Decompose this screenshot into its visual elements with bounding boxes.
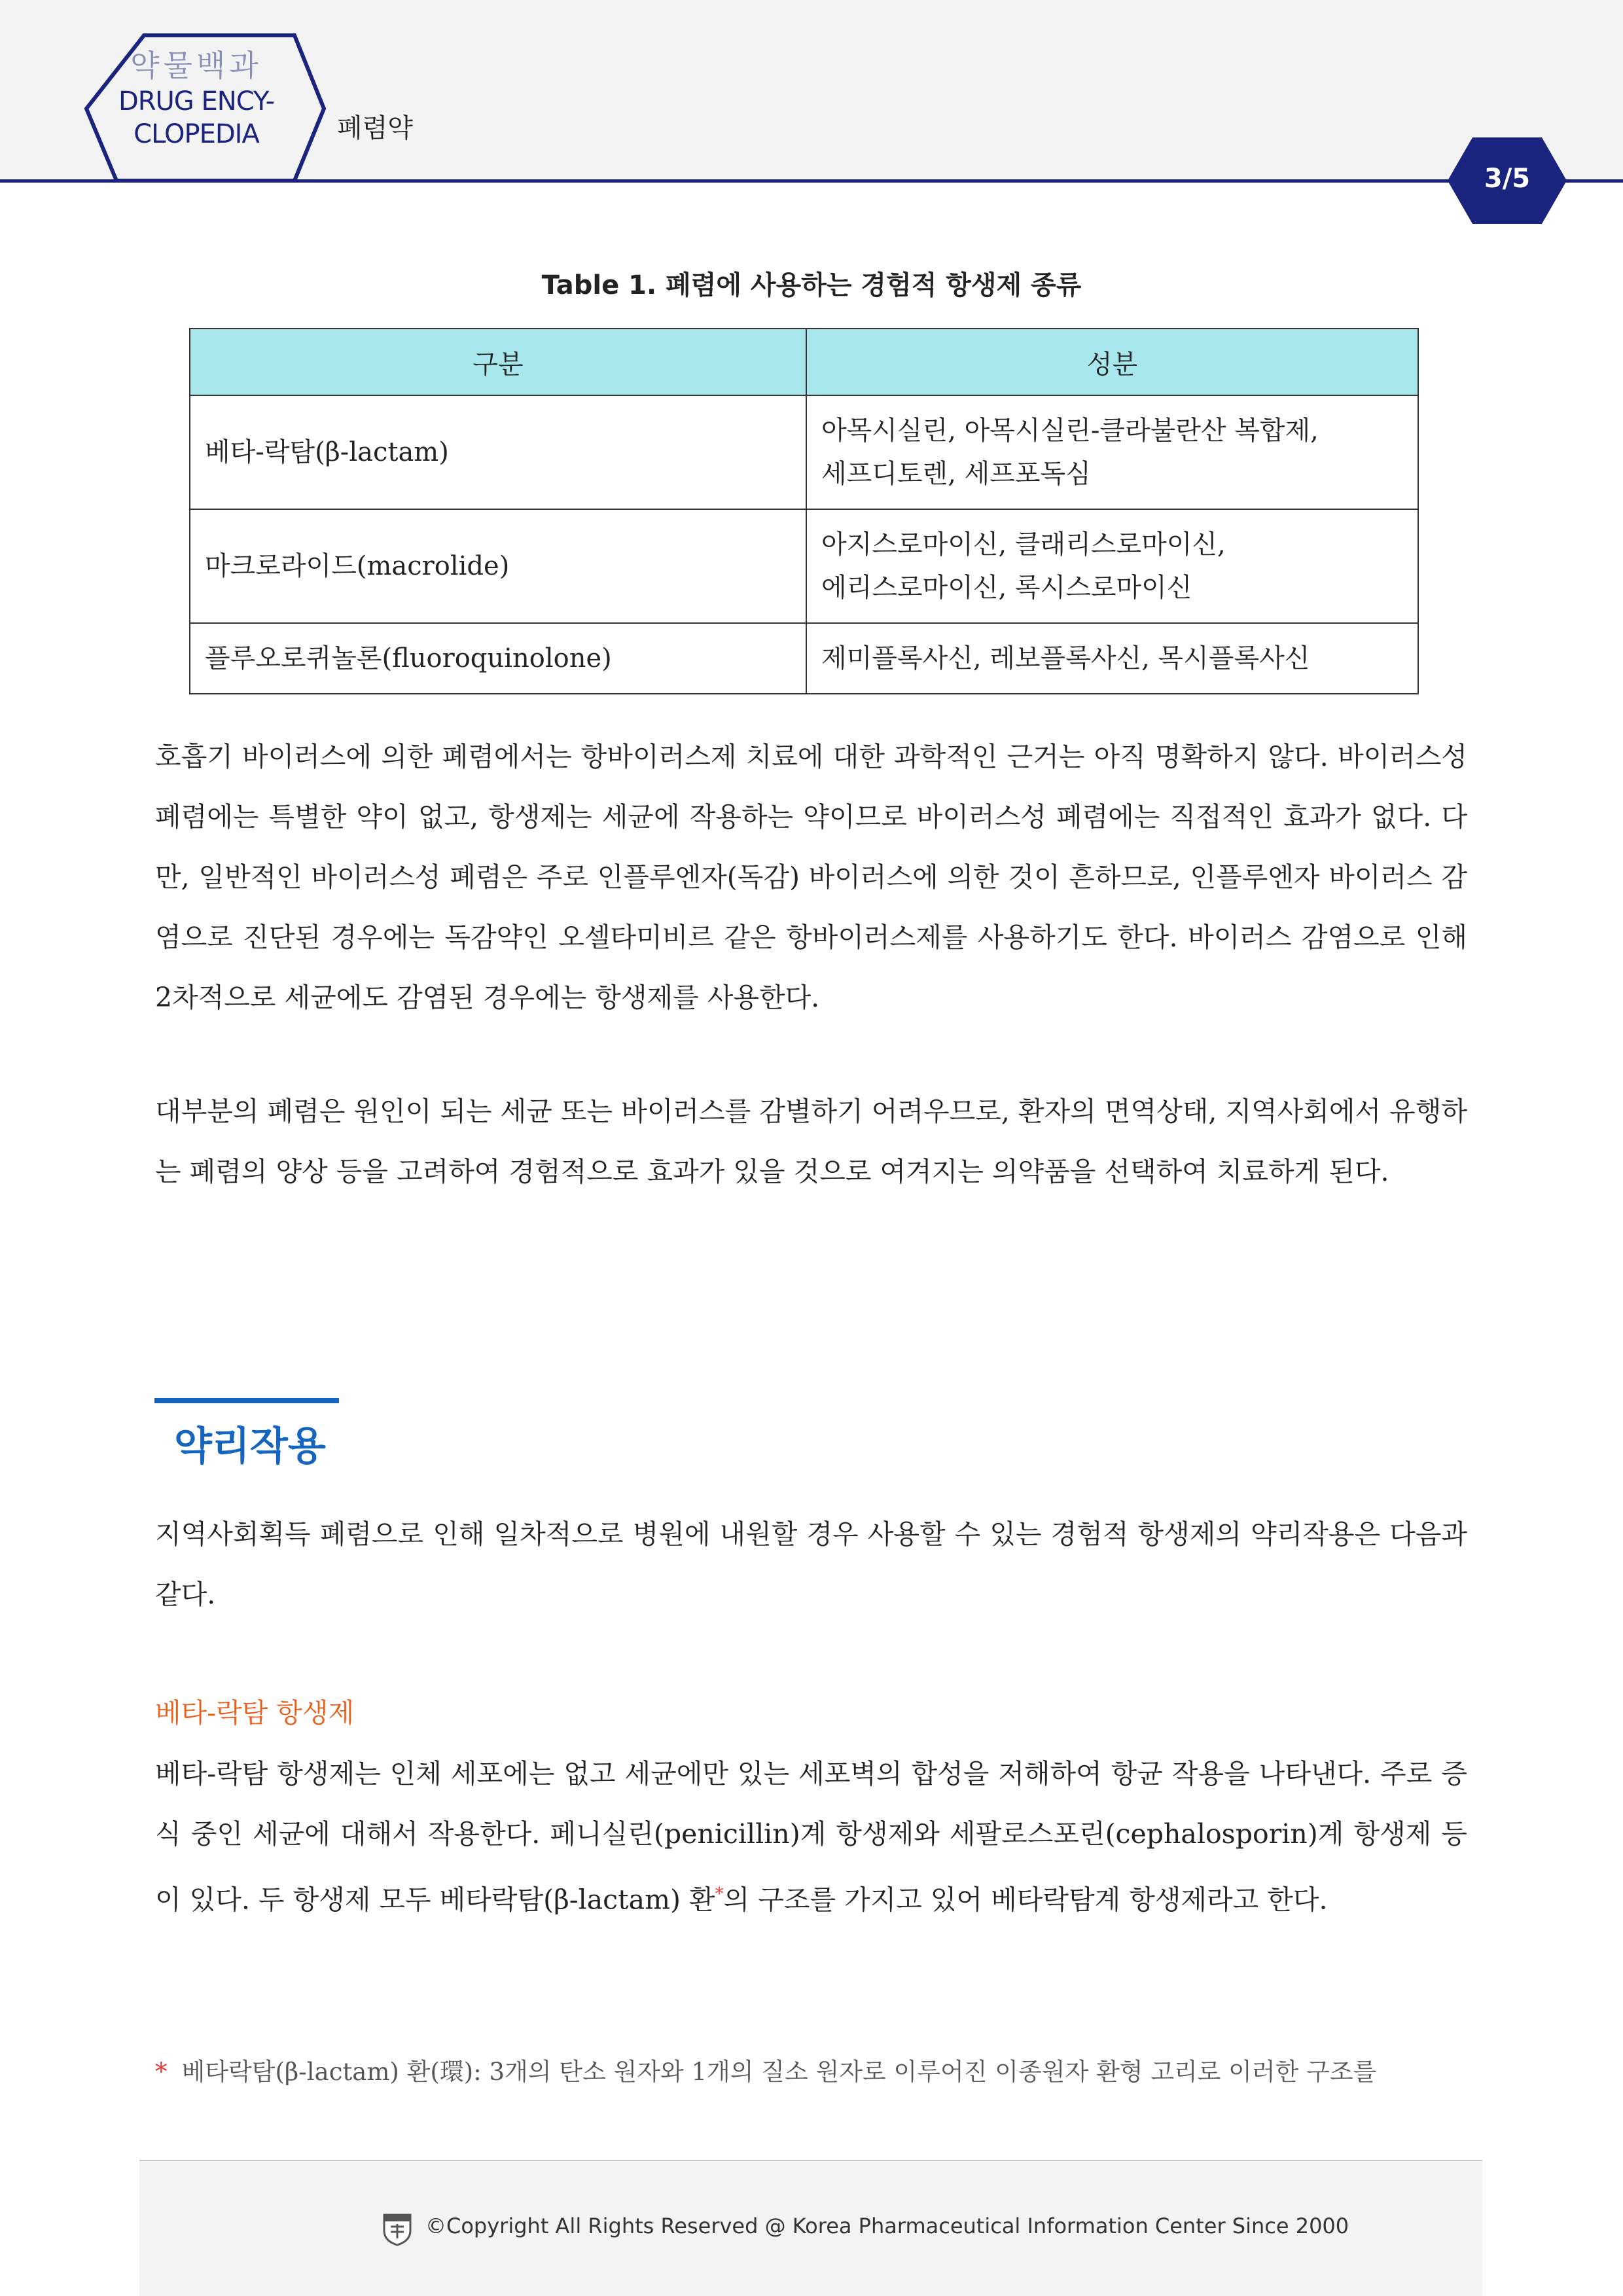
document-title: 폐렴약 [337, 113, 413, 143]
paragraph-pharmacology-intro: 지역사회획득 폐렴으로 인해 일차적으로 병원에 내원할 경우 사용할 수 있는 경험적 항생제의 약리작용은 다음과 같다. [155, 1518, 1467, 1610]
logo [111, 46, 281, 151]
table-cell-category: 베타-락탐(β-lactam) [190, 395, 806, 509]
copyright-text: ©Copyright All Rights Reserved @ Korea Pharmaceutical Information Center Since 2000 [425, 2214, 1349, 2238]
ingredients-line: 아목시실린, 아목시실린-클라불란산 복합제, [821, 416, 1319, 446]
table-row [190, 623, 1418, 694]
footnote-mark: * [155, 2058, 168, 2086]
paragraph-viral-pneumonia: 호흡기 바이러스에 의한 폐렴에서는 항바이러스제 치료에 대한 과학적인 근거는 아직 명확하지 않다. 바이러스성 폐렴에는 특별한 약이 없고, 항생제는 세균에 작용하는 약이므로 바이러스성 폐렴에는 직접적인 효과가 없다. 다만, 일반적인 바이러스성 폐렴은 주로 인플루엔자(독감) 바이러스에 의한 것이 흔하므로, 인플루엔자 바이러스 감염으로 진단된 경우에는 독감약인 오셀타미비르 같은 항바이러스제를 사용하기도 한다. 바이러스 감염으로 인해 2차적으로 세균에도 감염된 경우에는 항생제를 사용한다. [155, 741, 1467, 1013]
table-header-ingredients: 성분 [806, 329, 1418, 395]
footnote-text: 베타락탐(β-lactam) 환(環): 3개의 탄소 원자와 1개의 질소 원자로 이루어진 이종원자 환형 고리로 이러한 구조를 [181, 2058, 1377, 2086]
beta-lactam-text-continued: 의 구조를 가지고 있어 베타락탐계 항생제라고 한다. [723, 1884, 1328, 1916]
table-cell-category: 플루오로퀴놀론(fluoroquinolone) [190, 623, 806, 694]
table-header-row [190, 329, 1418, 395]
table-cell-ingredients [806, 395, 1418, 509]
table-header-category: 구분 [190, 329, 806, 395]
page-indicator: 3/5 [1484, 164, 1531, 194]
logo-korean: 약물백과 [130, 48, 262, 83]
table-row [190, 395, 1418, 509]
ingredients-line: 세프디토렌, 세프포독심 [821, 459, 1091, 489]
paragraph-empirical-treatment: 대부분의 폐렴은 원인이 되는 세균 또는 바이러스를 감별하기 어려우므로, 환자의 면역상태, 지역사회에서 유행하는 폐렴의 양상 등을 고려하여 경험적으로 효과가 있을 것으로 여겨지는 의약품을 선택하여 치료하게 된다. [155, 1096, 1467, 1187]
footnote [155, 2052, 1467, 2087]
table-caption: Table 1. 폐렴에 사용하는 경험적 항생제 종류 [541, 270, 1082, 300]
ingredients-line: 에리스로마이신, 록시스로마이신 [821, 573, 1192, 603]
subsection-title: 베타-락탐 항생제 [155, 1697, 355, 1729]
table-cell-ingredients [806, 623, 1418, 694]
paragraph-beta-lactam [155, 1744, 1467, 1930]
antibiotic-table [189, 328, 1419, 694]
footnote-reference: * [715, 1884, 724, 1904]
logo-english-line2: CLOPEDIA [134, 119, 259, 149]
table-cell-ingredients [806, 509, 1418, 623]
shield-logo-icon [382, 2212, 413, 2246]
table-cell-category: 마크로라이드(macrolide) [190, 509, 806, 623]
table-row [190, 509, 1418, 623]
logo-english-line1: DRUG ENCY- [118, 86, 275, 117]
beta-lactam-text: 베타-락탐 항생제는 인체 세포에는 없고 세균에만 있는 세포벽의 합성을 저해하여 항균 작용을 나타낸다. 주로 증식 중인 세균에 대해서 작용한다. 페니실린(penicillin)계 항생제와 세팔로스포린(cephalosporin)계 항생제 등이 있다. 두 항생제 모두 베타락탐(β-lactam) 환 [155, 1758, 1467, 1916]
section-title: 약리작용 [174, 1424, 326, 1469]
ingredients-line: 제미플록사신, 레보플록사신, 목시플록사신 [821, 643, 1310, 673]
section-rule [154, 1398, 339, 1403]
ingredients-line: 아지스로마이신, 클래리스로마이신, [821, 529, 1226, 560]
